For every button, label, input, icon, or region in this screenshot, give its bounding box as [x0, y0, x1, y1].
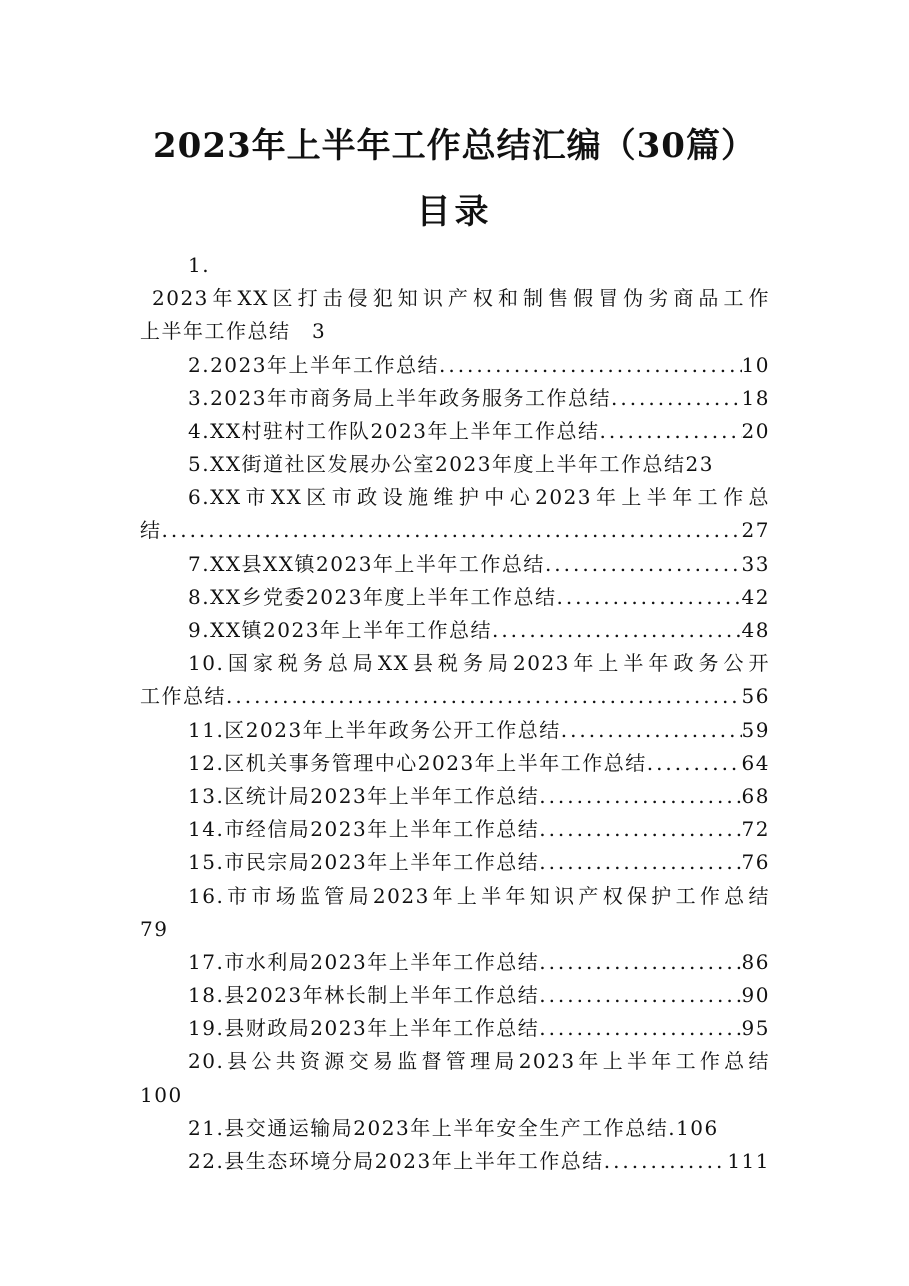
- toc-entry-text: 100: [140, 1082, 183, 1107]
- dot-leader: [539, 979, 741, 1012]
- toc-entry-text: 5.XX街道社区发展办公室2023年度上半年工作总结: [188, 452, 686, 477]
- toc-entry[interactable]: [140, 946, 770, 979]
- toc-entry[interactable]: [140, 979, 770, 1012]
- toc-entry[interactable]: [140, 1046, 770, 1079]
- toc-entry[interactable]: [140, 647, 770, 680]
- toc-entry[interactable]: [140, 481, 770, 514]
- toc-entry-text: 9.XX镇2023年上半年工作总结: [188, 618, 492, 643]
- toc-entry-text: 19.县财政局2023年上半年工作总结: [188, 1016, 540, 1041]
- toc-entry[interactable]: [140, 714, 770, 747]
- toc-entry[interactable]: [140, 349, 770, 382]
- toc-entry-text: 7.XX县XX镇2023年上半年工作总结: [188, 551, 545, 576]
- toc-entry-text: 8.XX乡党委2023年度上半年工作总结: [188, 584, 557, 609]
- dot-leader: [599, 415, 741, 448]
- toc-page-number: 18: [741, 385, 770, 410]
- toc-entry-text: 工作总结: [140, 684, 226, 709]
- toc-entry[interactable]: [140, 614, 770, 647]
- toc-page-number: 27: [741, 518, 770, 543]
- toc-entry[interactable]: [140, 1012, 770, 1045]
- dot-leader: [647, 747, 742, 780]
- dot-leader: [226, 680, 742, 713]
- dot-leader: [611, 382, 742, 415]
- toc-entry[interactable]: [140, 813, 770, 846]
- toc-entry[interactable]: [140, 1112, 770, 1145]
- toc-entry-text: 11.区2023年上半年政务公开工作总结: [188, 717, 561, 742]
- toc-entry[interactable]: [140, 515, 770, 548]
- toc-page-number: 10: [741, 352, 770, 377]
- toc-entry-text: 上半年工作总结 3: [140, 319, 327, 344]
- toc-entry-text: 1.: [188, 252, 211, 277]
- toc-entry[interactable]: [140, 747, 770, 780]
- toc-entry[interactable]: [140, 548, 770, 581]
- toc-entry-text: 20.县公共资源交易监督管理局2023年上半年工作总结: [188, 1049, 770, 1074]
- toc-entry-text: 4.XX村驻村工作队2023年上半年工作总结: [188, 418, 600, 443]
- toc-entry[interactable]: [140, 382, 770, 415]
- dot-leader: [561, 714, 742, 747]
- toc-entry-text: 结: [140, 518, 162, 543]
- toc-page-number: 68: [741, 783, 770, 808]
- dot-leader: [162, 515, 742, 548]
- toc-page-number: 86: [741, 949, 770, 974]
- toc-entry-text: 6.XX市XX区市政设施维护中心2023年上半年工作总: [188, 485, 770, 510]
- toc-entry[interactable]: [140, 913, 770, 946]
- toc-entry-text: 18.县2023年林长制上半年工作总结: [188, 983, 540, 1008]
- toc-page-number: 76: [741, 850, 770, 875]
- toc-entry[interactable]: [140, 880, 770, 913]
- toc-heading: 目录: [416, 192, 493, 232]
- toc-page-number: 111: [727, 1149, 770, 1174]
- toc-entry[interactable]: [140, 282, 770, 315]
- toc-page-number: 72: [741, 817, 770, 842]
- toc-entry-text: 22.县生态环境分局2023年上半年工作总结: [188, 1149, 604, 1174]
- dot-leader: [539, 813, 741, 846]
- toc-entry-text: 13.区统计局2023年上半年工作总结: [188, 783, 540, 808]
- toc-page-number: 20: [741, 418, 770, 443]
- toc-entry-text: 14.市经信局2023年上半年工作总结: [188, 817, 540, 842]
- toc-page-number: 48: [741, 618, 770, 643]
- document-title: 2023年上半年工作总结汇编（30篇）: [153, 126, 756, 166]
- toc-entry[interactable]: [140, 780, 770, 813]
- toc-page-number: 23: [685, 452, 714, 477]
- toc-page-number: 90: [741, 983, 770, 1008]
- toc-entry-text: 17.市水利局2023年上半年工作总结: [188, 949, 540, 974]
- toc-entry-text: 21.县交通运输局2023年上半年安全生产工作总结.: [188, 1115, 677, 1140]
- toc-entry[interactable]: [140, 415, 770, 448]
- table-of-contents: [140, 249, 770, 1178]
- toc-entry-text: 2023年XX区打击侵犯知识产权和制售假冒伪劣商品工作: [152, 286, 770, 311]
- toc-entry[interactable]: [140, 680, 770, 713]
- toc-entry-text: 2.2023年上半年工作总结: [188, 352, 439, 377]
- toc-page-number: 33: [741, 551, 770, 576]
- toc-entry-text: 3.2023年市商务局上半年政务服务工作总结: [188, 385, 611, 410]
- toc-page-number: 56: [741, 684, 770, 709]
- toc-entry-text: 10.国家税务总局XX县税务局2023年上半年政务公开: [188, 651, 770, 676]
- toc-entry-text: 79: [140, 916, 169, 941]
- dot-leader: [539, 1012, 741, 1045]
- dot-leader: [539, 846, 741, 879]
- toc-entry-text: 15.市民宗局2023年上半年工作总结: [188, 850, 540, 875]
- dot-leader: [539, 780, 741, 813]
- toc-page-number: 42: [741, 584, 770, 609]
- dot-leader: [539, 946, 741, 979]
- toc-entry-text: 12.区机关事务管理中心2023年上半年工作总结: [188, 750, 647, 775]
- dot-leader: [492, 614, 742, 647]
- toc-entry[interactable]: [140, 1145, 770, 1178]
- toc-entry[interactable]: [140, 846, 770, 879]
- toc-entry[interactable]: [140, 448, 770, 481]
- toc-page-number: 64: [741, 750, 770, 775]
- toc-entry-text: 16.市市场监管局2023年上半年知识产权保护工作总结: [188, 883, 770, 908]
- dot-leader: [439, 349, 742, 382]
- dot-leader: [556, 581, 741, 614]
- dot-leader: [545, 548, 742, 581]
- toc-entry[interactable]: [140, 249, 770, 282]
- toc-page-number: 106: [676, 1115, 719, 1140]
- toc-page-number: 95: [741, 1016, 770, 1041]
- dot-leader: [604, 1145, 728, 1178]
- toc-entry[interactable]: [140, 315, 770, 348]
- toc-page-number: 59: [741, 717, 770, 742]
- toc-entry[interactable]: [140, 1079, 770, 1112]
- toc-entry[interactable]: [140, 581, 770, 614]
